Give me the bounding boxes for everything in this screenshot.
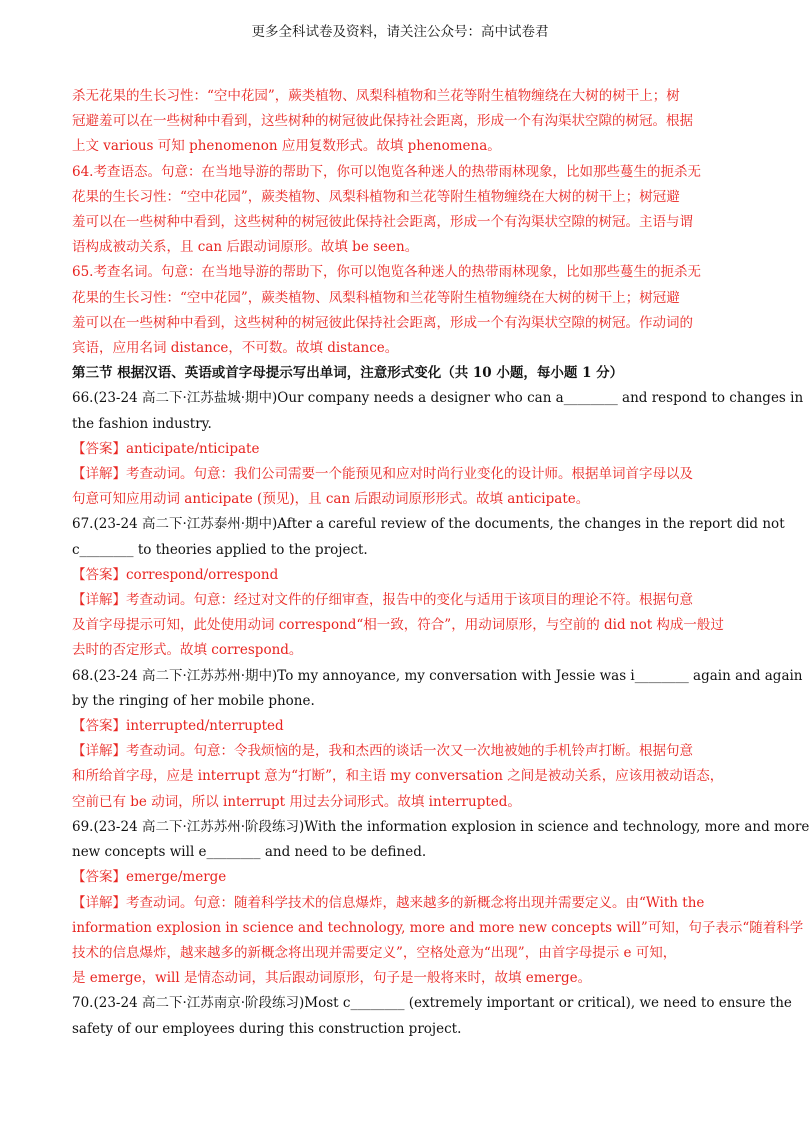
text-line: 是 emerge，will 是情态动词，其后跟动词原形，句子是一般将来时，故填 emerge。	[72, 970, 592, 987]
text-line: 空前已有 be 动词，所以 interrupt 用过去分词形式。故填 interrupted。	[72, 793, 521, 810]
text-line: 69.(23-24 高二下·江苏苏州·阶段练习)With the information explosion in science and technology, more and more	[72, 818, 809, 835]
text-line: the fashion industry.	[72, 415, 212, 432]
text-line: 上文 various 可知 phenomenon 应用复数形式。故填 phenomena。	[72, 138, 501, 155]
document-body	[72, 84, 809, 1042]
text-line: 70.(23-24 高二下·江苏南京·阶段练习)Most c________ (extremely important or critical), we need to ensure the	[72, 995, 792, 1012]
text-line: 羞可以在一些树种中看到，这些树种的树冠彼此保持社会距离，形成一个有沟渠状空隙的树冠。主语与谓	[72, 214, 693, 231]
text-line: by the ringing of her mobile phone.	[72, 692, 315, 709]
text-line: 花果的生长习性：“空中花园”，蕨类植物、凤梨科植物和兰花等附生植物缠绕在大树的树干上；树冠避	[72, 289, 680, 306]
text-line: 和所给首字母，应是 interrupt 意为“打断”，和主语 my conversation 之间是被动关系，应该用被动语态，	[72, 768, 724, 785]
text-line: 语构成被动关系，且 can 后跟动词原形。故填 be seen。	[72, 239, 419, 256]
text-line: 【答案】anticipate/nticipate	[72, 440, 260, 457]
text-line: 羞可以在一些树种中看到，这些树种的树冠彼此保持社会距离，形成一个有沟渠状空隙的树冠。作动词的	[72, 314, 693, 331]
text-line: 64.考查语态。句意：在当地导游的帮助下，你可以饱览各种迷人的热带雨林现象，比如那些蔓生的扼杀无	[72, 163, 701, 180]
text-line: 65.考查名词。句意：在当地导游的帮助下，你可以饱览各种迷人的热带雨林现象，比如那些蔓生的扼杀无	[72, 264, 701, 281]
text-line: 技术的信息爆炸，越来越多的新概念将出现并需要定义”，空格处意为“出现”，由首字母提示 e 可知，	[72, 944, 677, 961]
text-line: 66.(23-24 高二下·江苏盐城·期中)Our company needs a designer who can a________ and respond to changes in	[72, 390, 804, 407]
text-line: 及首字母提示可知，此处使用动词 correspond“相一致，符合”，用动词原形，与空前的 did not 构成一般过	[72, 617, 724, 634]
text-line: 花果的生长习性：“空中花园”，蕨类植物、凤梨科植物和兰花等附生植物缠绕在大树的树干上；树冠避	[72, 188, 680, 205]
text-line: c________ to theories applied to the project.	[72, 541, 368, 558]
text-line: safety of our employees during this construction project.	[72, 1020, 462, 1037]
page-header: 更多全科试卷及资料，请关注公众号：高中试卷君	[251, 24, 549, 40]
text-line: 68.(23-24 高二下·江苏苏州·期中)To my annoyance, my conversation with Jessie was i________ again and again	[72, 667, 803, 684]
text-line: 【详解】考查动词。句意：我们公司需要一个能预见和应对时尚行业变化的设计师。根据单词首字母以及	[72, 466, 693, 483]
text-line: 杀无花果的生长习性：“空中花园”，蕨类植物、凤梨科植物和兰花等附生植物缠绕在大树的树干上；树	[72, 88, 680, 104]
text-line: 【答案】correspond/orrespond	[72, 566, 279, 583]
text-line: 冠避羞可以在一些树种中看到，这些树种的树冠彼此保持社会距离，形成一个有沟渠状空隙的树冠。根据	[72, 113, 693, 130]
text-line: 【详解】考查动词。句意：随着科学技术的信息爆炸，越来越多的新概念将出现并需要定义。由“With the	[72, 894, 705, 911]
text-line: 去时的否定形式。故填 correspond。	[72, 642, 303, 659]
text-line: 【详解】考查动词。句意：经过对文件的仔细审查，报告中的变化与适用于该项目的理论不符。根据句意	[72, 592, 693, 609]
text-line: 【答案】interrupted/nterrupted	[72, 718, 284, 735]
text-line: 宾语，应用名词 distance，不可数。故填 distance。	[72, 340, 399, 357]
text-line: 【答案】emerge/merge	[72, 869, 227, 886]
text-line: new concepts will e________ and need to be defined.	[72, 844, 427, 861]
text-line: 【详解】考查动词。句意：令我烦恼的是，我和杰西的谈话一次又一次地被她的手机铃声打断。根据句意	[72, 743, 693, 760]
text-line: 句意可知应用动词 anticipate (预见)，且 can 后跟动词原形形式。故填 anticipate。	[72, 491, 590, 508]
text-line: 67.(23-24 高二下·江苏泰州·期中)After a careful review of the documents, the changes in the report did not	[72, 516, 785, 533]
section-heading: 第三节 根据汉语、英语或首字母提示写出单词，注意形式变化（共 10 小题，每小题 1 分）	[72, 365, 624, 382]
text-line: information explosion in science and technology, more and more new concepts will”可知，句子表示“随着科学	[72, 919, 804, 936]
